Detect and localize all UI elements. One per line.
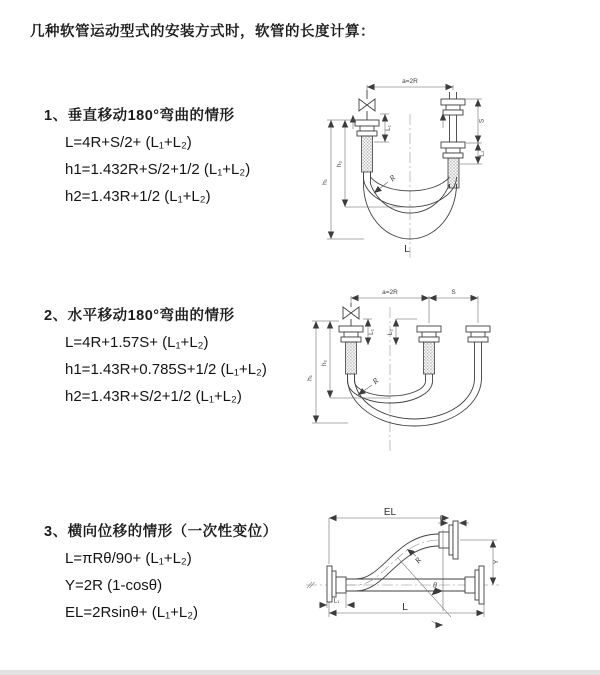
dim-label-h1: h₁ <box>321 179 329 185</box>
dim-label-l2: L₂ <box>439 515 447 522</box>
section-vertical-movement <box>44 104 314 206</box>
diagram-vertical-180-bend <box>310 72 590 262</box>
right-flange <box>465 566 484 604</box>
section-heading: 2、水平移动180°弯曲的情形 <box>44 308 235 324</box>
dim-label-theta: θ <box>433 581 437 590</box>
valve-icon <box>359 90 375 120</box>
section-lateral-displacement <box>44 520 314 622</box>
displaced-flange <box>439 521 458 559</box>
dim-label-l2: L₂ <box>387 328 394 336</box>
page-bottom-edge <box>0 670 600 675</box>
section-heading: 1、垂直移动180°弯曲的情形 <box>44 108 235 124</box>
dim-label-l: L <box>404 244 410 255</box>
dim-label-r: R <box>413 555 424 566</box>
hose-s-curve <box>346 534 439 591</box>
radius-callout <box>407 549 423 566</box>
dim-label-l1: L₁ <box>368 329 375 335</box>
formula-y: Y=2R (1-cosθ) <box>65 577 163 594</box>
right-pipe-fitting <box>441 92 465 188</box>
dim-label-h2: h₂ <box>321 359 328 367</box>
section-horizontal-movement <box>44 304 314 406</box>
dimension-a2r <box>367 78 453 90</box>
dim-label-a2r: a=2R <box>402 78 418 85</box>
radius-callout <box>358 376 380 395</box>
dim-label-l2: L₂ <box>478 150 486 157</box>
dim-label-h1: h₁ <box>306 375 314 381</box>
dim-label-r: R <box>370 376 381 387</box>
section-heading: 3、横向位移的情形（一次性变位） <box>44 524 278 540</box>
formula-length: L=4R+S/2+ (L₁+L₂) <box>65 134 192 151</box>
page-title: 几种软管运动型式的安装方式时，软管的长度计算： <box>30 24 375 40</box>
dimension-l2 <box>387 319 417 345</box>
dimension-l <box>329 602 484 617</box>
left-pipe-fitting <box>355 120 379 172</box>
dimension-l1 <box>374 114 392 142</box>
formula-length: L=πRθ/90+ (L₁+L₂) <box>65 550 192 567</box>
diagram-horizontal-180-bend <box>306 283 598 463</box>
formula-el: EL=2Rsinθ+ (L₁+L₂) <box>65 604 199 621</box>
left-pipe-fitting <box>339 326 363 374</box>
formula-length: L=4R+1.57S+ (L₁+L₂) <box>65 334 209 351</box>
formula-h2: h2=1.43R+1/2 (L₁+L₂) <box>65 188 211 205</box>
diagram-lateral-displacement <box>298 498 598 660</box>
dim-label-y: Y <box>493 559 500 565</box>
hose-loop <box>348 342 482 426</box>
right-pipe-fitting <box>466 326 490 342</box>
dim-label-l: L <box>402 602 408 613</box>
middle-pipe-fitting <box>417 326 441 374</box>
dim-label-a2r: a=2R <box>382 289 398 296</box>
dimension-s-l2 <box>460 99 486 164</box>
dim-label-l1: L₁ <box>385 125 392 131</box>
dim-label-el: EL <box>383 507 397 518</box>
formula-h1: h1=1.432R+S/2+1/2 (L₁+L₂) <box>65 161 251 178</box>
dim-label-s: S <box>478 118 486 124</box>
dim-label-h2: h₂ <box>336 160 343 168</box>
formula-h1: h1=1.43R+0.785S+1/2 (L₁+L₂) <box>65 361 267 378</box>
dim-label-s: S <box>451 289 456 296</box>
dimension-el <box>329 507 449 564</box>
dimension-l1 <box>319 593 355 608</box>
dimension-l1 <box>363 319 375 345</box>
formula-h2: h2=1.43R+S/2+1/2 (L₁+L₂) <box>65 388 242 405</box>
valve-icon <box>343 303 359 326</box>
dim-label-l1: L₁ <box>333 597 340 605</box>
dimension-a2r-s <box>351 289 478 323</box>
dim-label-r: R <box>387 173 398 184</box>
